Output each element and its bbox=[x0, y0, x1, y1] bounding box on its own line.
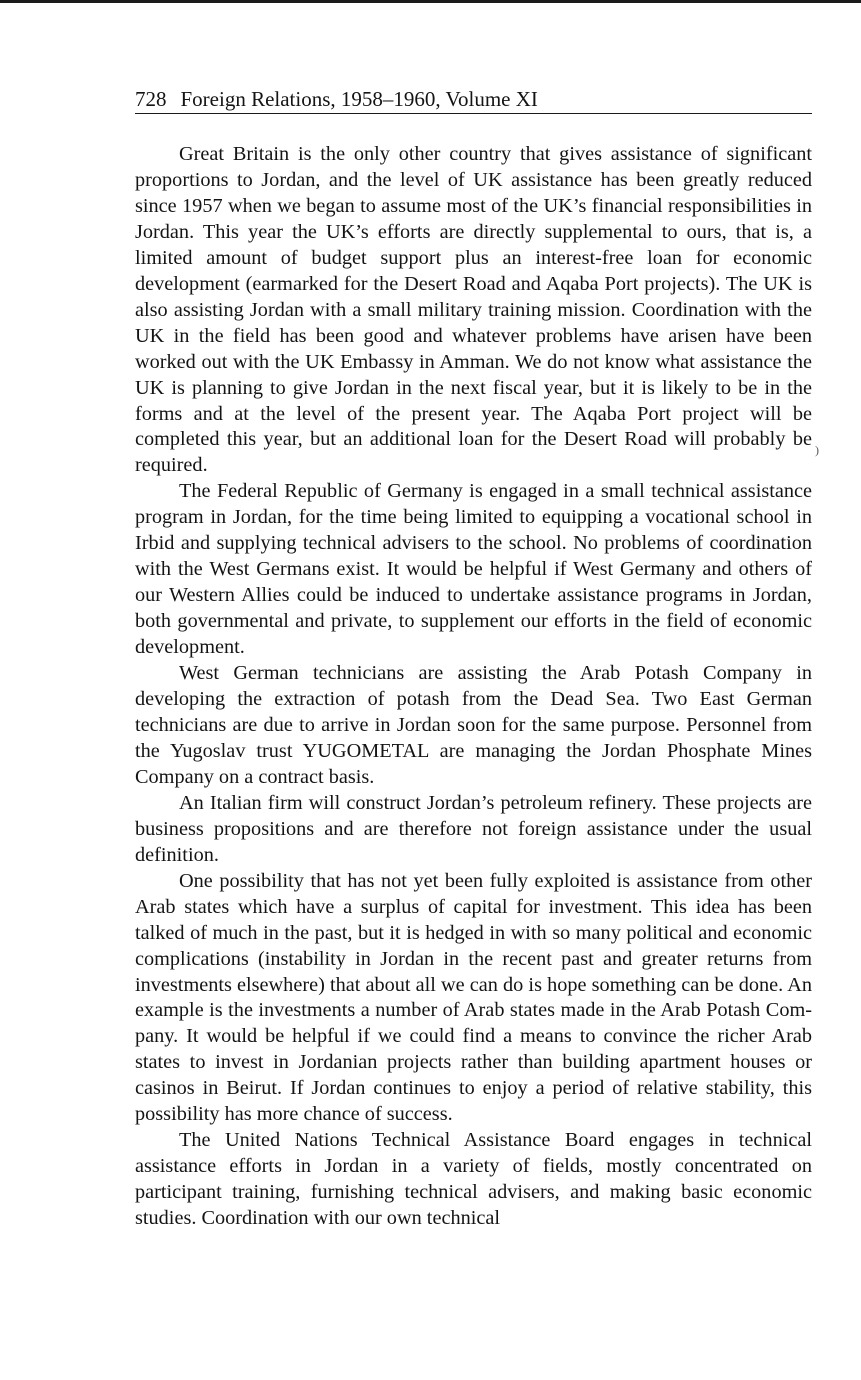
paragraph-west-germany: The Federal Republic of Germany is engaged in a small technical assistance program in Jordan, for the time being limited to equipping a vocational school in Irbid and supplying technical advisers to the school. No problems of coordination with the West Germans exist. It would be helpful if West Germany and others of our Western Allies could be induced to undertake assistance programs in Jordan, both governmental and private, to supplement our efforts in the field of economic development. bbox=[135, 480, 812, 659]
paragraph-un-technical-assistance: The United Nations Technical Assistance Board engages in technical assistance efforts in Jordan in a variety of fields, mostly concentrated on participant training, furnishing technical advisers, and making basic economic studies. Coordination with our own technical bbox=[135, 1129, 812, 1230]
page-number: 728 bbox=[135, 87, 167, 111]
paragraph-arab-states: One possibility that has not yet been fully exploited is assistance from other Arab states which have a surplus of capital for investment. This idea has been talked of much in the past, but it is hedged in with so many political and economic complications (instability in Jordan in the recent past and greater returns from investments elsewhere) that about all we can do is hope something can be done. An example is the investments a number of Arab states made in the Arab Potash Company. It would be helpful if we could find a means to convince the richer Arab states to invest in Jordanian projects rather than building apartment houses or casinos in Beirut. If Jordan continues to enjoy a period of relative stability, this possibility has more chance of success. bbox=[135, 869, 812, 1126]
paragraph-uk-assistance: Great Britain is the only other country that gives assistance of significant proportions to Jordan, and the level of UK assistance has been greatly reduced since 1957 when we began to assume most of the UK’s financial responsibilities in Jordan. This year the UK’s efforts are directly supplemental to ours, that is, a limited amount of budget support plus an interest-free loan for economic development (earmarked for the Desert Road and Aqaba Port projects). The UK is also assisting Jordan with a small military training mission. Coordination with the UK in the field has been good and whatever problems have arisen have been worked out with the UK Embassy in Amman. We do not know what assistance the UK is planning to give Jordan in the next fiscal year, but it is likely to be in the forms and at the level of the present year. The Aqaba Port project will be completed this year, but an additional loan for the Desert Road will probably be required. bbox=[135, 143, 812, 477]
paragraph-italian-refinery: An Italian firm will construct Jordan’s petroleum refinery. These projects are business propositions and are therefore not foreign assistance under the usual definition. bbox=[135, 791, 812, 866]
document-page bbox=[135, 86, 812, 1232]
margin-mark: ) bbox=[815, 443, 819, 457]
scan-top-border bbox=[0, 0, 861, 3]
running-title: Foreign Relations, 1958–1960, Volume XI bbox=[180, 87, 538, 111]
paragraph-potash-technicians: West German technicians are assisting the Arab Potash Company in developing the extraction of potash from the Dead Sea. Two East German technicians are due to arrive in Jordan soon for the same purpose. Personnel from the Yugoslav trust YUGOMETAL are managing the Jordan Phosphate Mines Company on a contract basis. bbox=[135, 662, 812, 788]
running-head bbox=[135, 86, 812, 114]
